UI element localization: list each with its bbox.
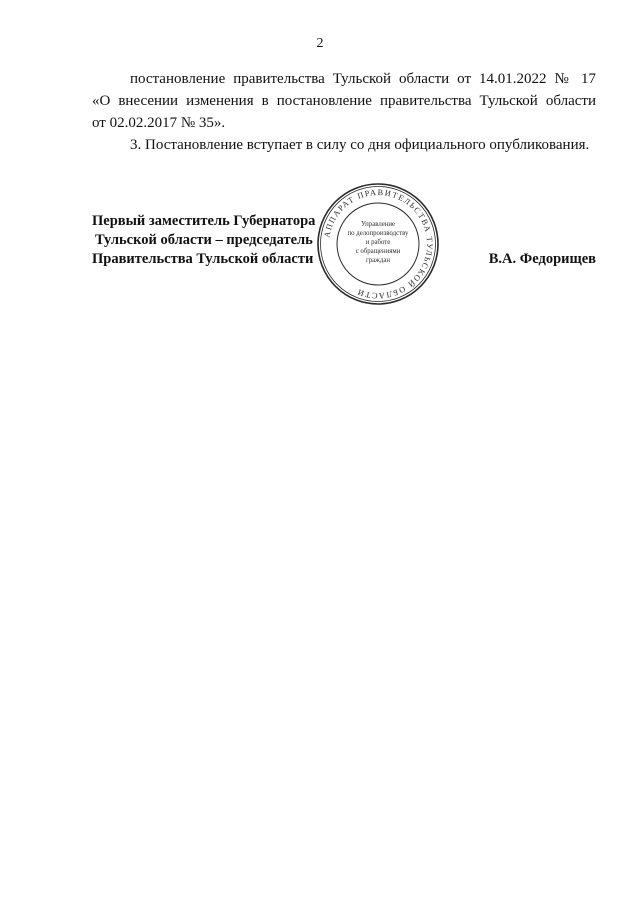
paragraph-line: «О внесении изменения в постановление правительства Тульской области (92, 93, 596, 109)
stamp-center-line: и работе (365, 239, 391, 246)
page-number: 2 (316, 36, 324, 51)
signatory-name: В.А. Федорищев (488, 251, 596, 267)
stamp-center-line: с обращениями (355, 248, 401, 255)
document-body (92, 68, 596, 156)
paragraph-line: от 02.02.2017 № 35». (92, 115, 226, 131)
official-stamp (316, 182, 440, 306)
stamp-ring-text: АППАРАТ ПРАВИТЕЛЬСТВА ТУЛЬСКОЙ ОБЛАСТИ (322, 187, 435, 301)
signatory-title-line: Тульской области – председатель (95, 232, 313, 248)
signatory-title-line: Первый заместитель Губернатора (92, 213, 316, 229)
paragraph-line: постановление правительства Тульской области от 14.01.2022 № 17 (130, 71, 596, 87)
stamp-center-line: по делопроизводству (347, 230, 409, 237)
stamp-center-line: Управление (360, 221, 396, 228)
stamp-center-line: граждан (365, 257, 391, 264)
paragraph-effective-date: 3. Постановление вступает в силу со дня официального опубликования. (130, 137, 590, 153)
paragraph-amendment (92, 68, 596, 134)
signatory-title (92, 212, 315, 269)
signatory-title-line: Правительства Тульской области (92, 251, 314, 267)
